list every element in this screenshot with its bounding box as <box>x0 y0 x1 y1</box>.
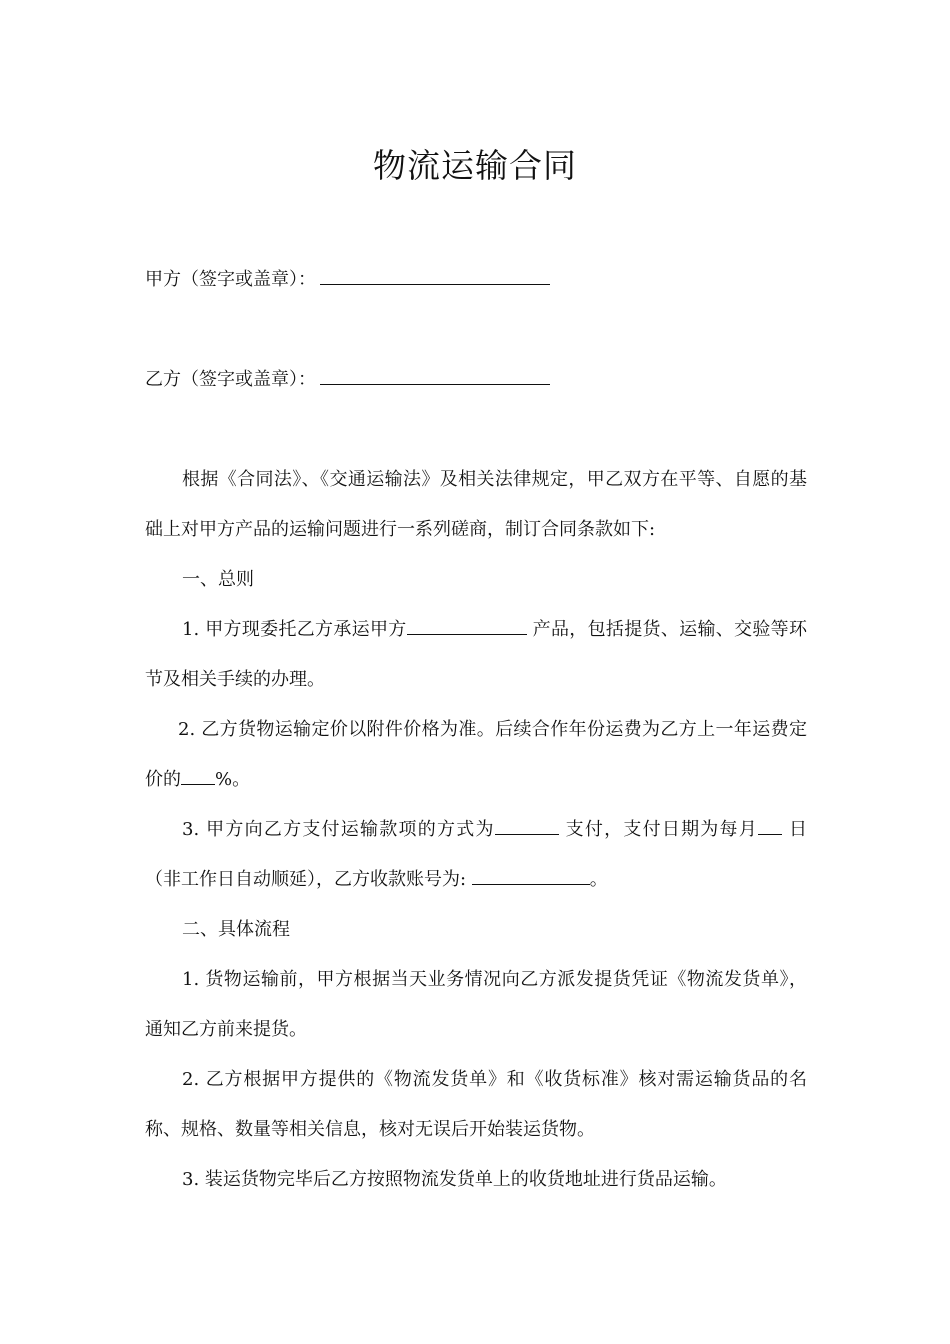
product-name-blank[interactable] <box>407 616 527 635</box>
payment-method-blank[interactable] <box>495 816 559 835</box>
section-1-item-1: 1. 甲方现委托乙方承运甲方 产品，包括提货、运输、交验等环节及相关手续的办理。 <box>145 605 807 705</box>
section-1-heading: 一、总则 <box>182 569 254 590</box>
section-2-item-1: 1. 货物运输前，甲方根据当天业务情况向乙方派发提货凭证《物流发货单》，通知乙方前来提货。 <box>145 969 807 1040</box>
intro-paragraph: 根据《合同法》、《交通运输法》及相关法律规定，甲乙双方在平等、自愿的基础上对甲方产品的运输问题进行一系列磋商，制订合同条款如下: <box>145 469 807 540</box>
payment-day-blank[interactable] <box>758 816 782 835</box>
section-1-item-3: 3. 甲方向乙方支付运输款项的方式为 支付，支付日期为每月 日（非工作日自动顺延），乙方收款账号为: 。 <box>145 805 807 905</box>
contract-title: 物流运输合同 <box>373 146 577 185</box>
party-b-signature-blank[interactable] <box>320 366 550 385</box>
account-number-blank[interactable] <box>472 866 590 885</box>
party-a-label: 甲方（签字或盖章）： <box>145 269 316 290</box>
party-a-signature-blank[interactable] <box>320 266 550 285</box>
section-2-heading: 二、具体流程 <box>182 919 290 940</box>
section-2-item-3: 3. 装运货物完毕后乙方按照物流发货单上的收货地址进行货品运输。 <box>182 1169 727 1190</box>
percentage-blank[interactable] <box>181 766 215 785</box>
section-1-item-2: 2. 乙方货物运输定价以附件价格为准。后续合作年份运费为乙方上一年运费定价的 %。 <box>145 719 807 790</box>
party-b-signature-line <box>145 365 550 391</box>
section-2-item-2: 2. 乙方根据甲方提供的《物流发货单》和《收货标准》核对需运输货品的名称、规格、数量等相关信息，核对无误后开始装运货物。 <box>145 1069 807 1140</box>
party-a-signature-line <box>145 265 550 291</box>
contract-body <box>145 455 807 1205</box>
party-b-label: 乙方（签字或盖章）： <box>145 369 316 390</box>
